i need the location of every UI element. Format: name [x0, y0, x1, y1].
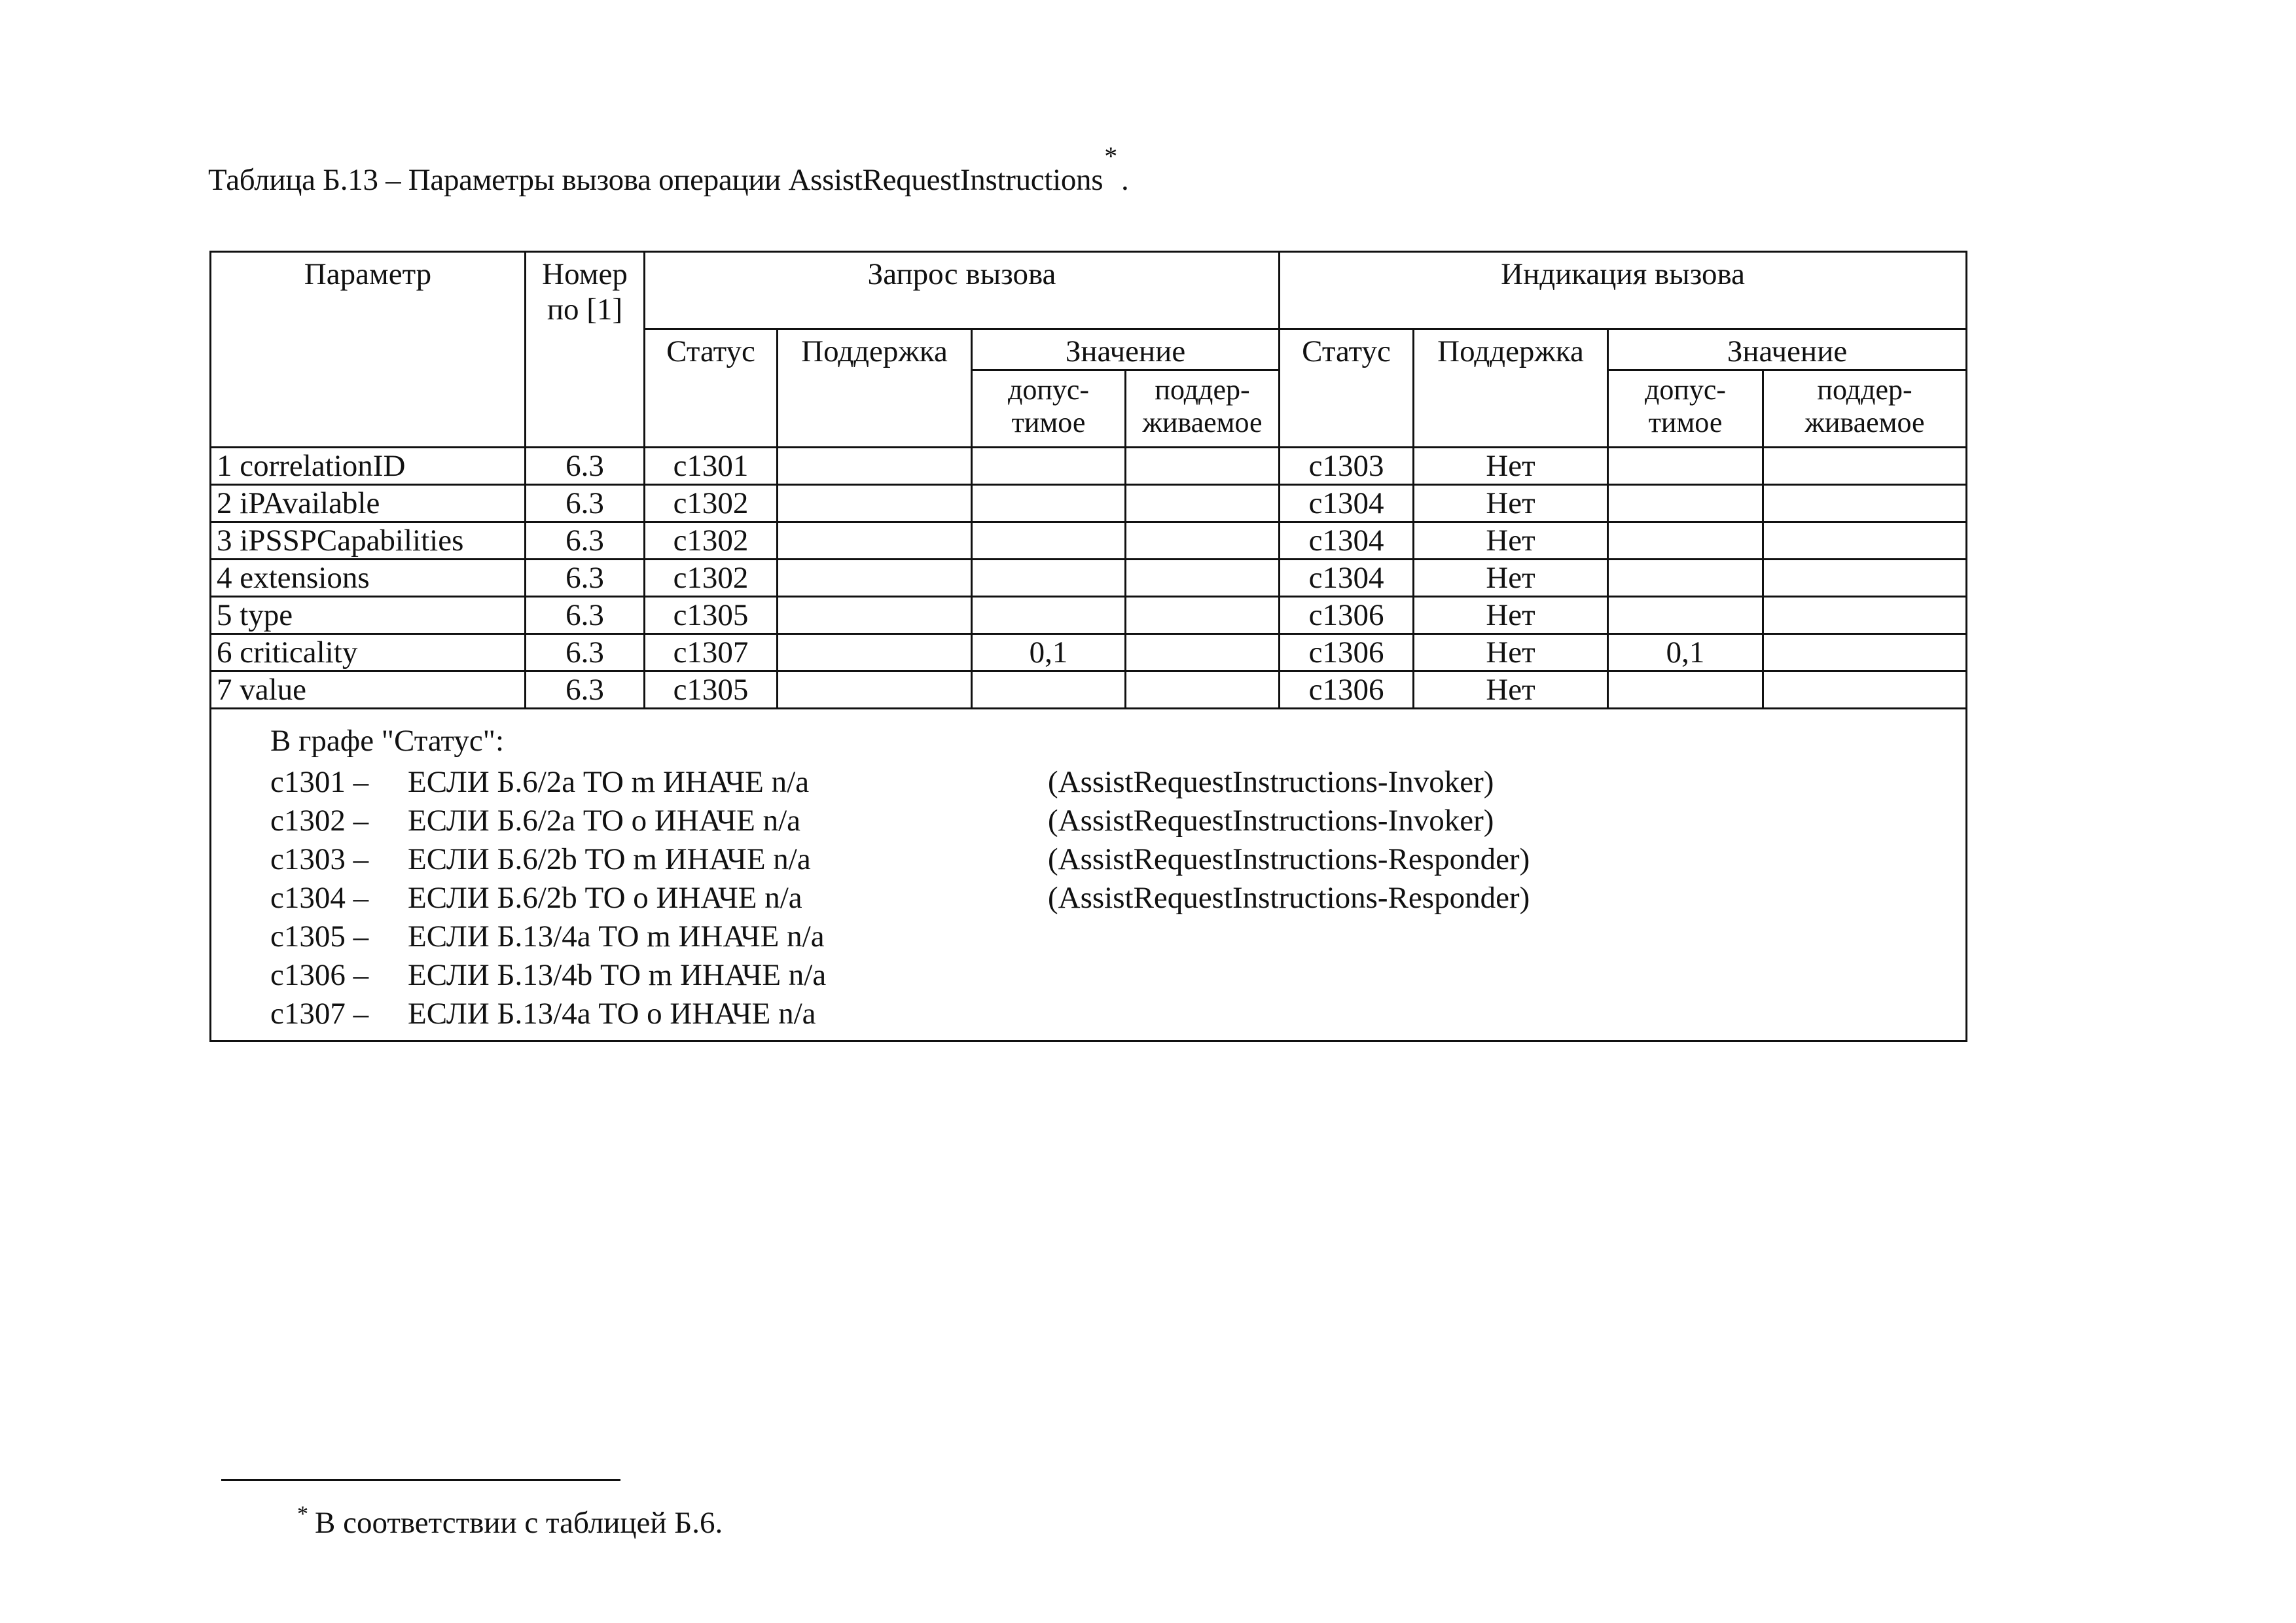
note-condition: ЕСЛИ Б.6/2b ТО o ИНАЧЕ n/a — [408, 881, 802, 915]
cell-req-allowed — [972, 560, 1126, 597]
note-item — [270, 879, 1965, 918]
cell-ind-supported — [1763, 560, 1967, 597]
header-indication-group: Индикация вызова — [1280, 252, 1967, 329]
cell-number: 6.3 — [526, 634, 645, 671]
cell-ind-allowed — [1608, 597, 1763, 634]
table-caption — [208, 141, 1129, 198]
cell-req-allowed: 0,1 — [972, 634, 1126, 671]
cell-ind-allowed — [1608, 448, 1763, 485]
cell-req-status: c1302 — [645, 485, 778, 522]
cell-req-supported — [1126, 448, 1280, 485]
cell-req-support — [778, 448, 972, 485]
cell-req-supported — [1126, 522, 1280, 560]
cell-req-supported — [1126, 560, 1280, 597]
table-row — [211, 485, 1967, 522]
note-code: c1303 – — [270, 842, 369, 876]
cell-req-status: c1305 — [645, 597, 778, 634]
cell-ind-supported — [1763, 448, 1967, 485]
cell-ind-status: c1303 — [1280, 448, 1414, 485]
footnote — [297, 1502, 723, 1541]
notes-row — [211, 709, 1967, 1041]
header-ind-support: Поддержка — [1414, 329, 1608, 448]
cell-param: 6 criticality — [211, 634, 526, 671]
table-row — [211, 634, 1967, 671]
note-condition: ЕСЛИ Б.6/2b ТО m ИНАЧЕ n/a — [408, 842, 811, 876]
cell-req-support — [778, 560, 972, 597]
cell-req-status: c1305 — [645, 671, 778, 709]
cell-number: 6.3 — [526, 485, 645, 522]
cell-number: 6.3 — [526, 448, 645, 485]
note-code: c1301 – — [270, 765, 369, 799]
footnote-mark: * — [297, 1502, 308, 1526]
header-req-status: Статус — [645, 329, 778, 448]
header-ind-allowed: допус- тимое — [1608, 370, 1763, 448]
cell-ind-supported — [1763, 634, 1967, 671]
note-item — [270, 802, 1965, 840]
cell-ind-allowed — [1608, 485, 1763, 522]
header-ind-supported: поддер- живаемое — [1763, 370, 1967, 448]
cell-ind-support: Нет — [1414, 448, 1608, 485]
note-code: c1306 – — [270, 958, 369, 992]
cell-req-support — [778, 597, 972, 634]
cell-ind-supported — [1763, 485, 1967, 522]
cell-req-support — [778, 671, 972, 709]
note-code: c1302 – — [270, 804, 369, 838]
table-row — [211, 671, 1967, 709]
header-ind-value: Значение — [1608, 329, 1967, 370]
cell-req-allowed — [972, 448, 1126, 485]
cell-number: 6.3 — [526, 671, 645, 709]
cell-param: 7 value — [211, 671, 526, 709]
note-condition: ЕСЛИ Б.6/2a ТО o ИНАЧЕ n/a — [408, 804, 801, 838]
notes-heading: В графе "Статус": — [270, 724, 504, 758]
cell-param: 2 iPAvailable — [211, 485, 526, 522]
footnote-text: В соответствии с таблицей Б.6. — [315, 1506, 723, 1540]
cell-ind-allowed — [1608, 522, 1763, 560]
cell-req-status: c1301 — [645, 448, 778, 485]
cell-req-status: c1307 — [645, 634, 778, 671]
cell-ind-supported — [1763, 522, 1967, 560]
cell-number: 6.3 — [526, 560, 645, 597]
header-req-value: Значение — [972, 329, 1280, 370]
note-condition: ЕСЛИ Б.13/4a ТО m ИНАЧЕ n/a — [408, 919, 825, 954]
table-row — [211, 448, 1967, 485]
cell-param: 5 type — [211, 597, 526, 634]
cell-ind-support: Нет — [1414, 597, 1608, 634]
header-request-group: Запрос вызова — [645, 252, 1280, 329]
table-row — [211, 560, 1967, 597]
cell-ind-status: c1304 — [1280, 522, 1414, 560]
note-code: c1305 – — [270, 919, 369, 954]
header-row-1 — [211, 252, 1967, 329]
table-row — [211, 597, 1967, 634]
cell-param: 4 extensions — [211, 560, 526, 597]
cell-req-allowed — [972, 522, 1126, 560]
note-role: (AssistRequestInstructions-Invoker) — [1048, 804, 1494, 838]
note-item — [270, 956, 1965, 995]
cell-ind-status: c1304 — [1280, 560, 1414, 597]
cell-req-support — [778, 485, 972, 522]
cell-number: 6.3 — [526, 597, 645, 634]
cell-ind-status: c1306 — [1280, 597, 1414, 634]
cell-req-support — [778, 634, 972, 671]
cell-ind-support: Нет — [1414, 634, 1608, 671]
cell-ind-support: Нет — [1414, 560, 1608, 597]
status-notes — [211, 709, 1967, 1041]
note-role: (AssistRequestInstructions-Invoker) — [1048, 765, 1494, 799]
cell-ind-status: c1306 — [1280, 634, 1414, 671]
note-item — [270, 995, 1965, 1033]
cell-ind-allowed: 0,1 — [1608, 634, 1763, 671]
cell-ind-supported — [1763, 597, 1967, 634]
cell-req-supported — [1126, 634, 1280, 671]
note-code: c1307 – — [270, 997, 369, 1031]
note-code: c1304 – — [270, 881, 369, 915]
caption-footnote-mark: * — [1104, 141, 1117, 171]
header-number: Номер по [1] — [526, 252, 645, 448]
cell-req-status: c1302 — [645, 560, 778, 597]
cell-param: 1 correlationID — [211, 448, 526, 485]
cell-ind-status: c1304 — [1280, 485, 1414, 522]
note-condition: ЕСЛИ Б.6/2a ТО m ИНАЧЕ n/a — [408, 765, 810, 799]
cell-req-allowed — [972, 671, 1126, 709]
note-role: (AssistRequestInstructions-Responder) — [1048, 881, 1530, 915]
cell-param: 3 iPSSPCapabilities — [211, 522, 526, 560]
note-item — [270, 763, 1965, 802]
cell-req-supported — [1126, 485, 1280, 522]
cell-ind-status: c1306 — [1280, 671, 1414, 709]
header-req-allowed: допус- тимое — [972, 370, 1126, 448]
header-req-supported: поддер- живаемое — [1126, 370, 1280, 448]
cell-ind-allowed — [1608, 560, 1763, 597]
table-row — [211, 522, 1967, 560]
cell-req-status: c1302 — [645, 522, 778, 560]
caption-text: Таблица Б.13 – Параметры вызова операции AssistRequestInstructions — [208, 163, 1103, 197]
cell-ind-support: Нет — [1414, 522, 1608, 560]
note-condition: ЕСЛИ Б.13/4b ТО m ИНАЧЕ n/a — [408, 958, 827, 992]
cell-req-allowed — [972, 485, 1126, 522]
note-role: (AssistRequestInstructions-Responder) — [1048, 842, 1530, 876]
caption-end: . — [1121, 163, 1129, 197]
cell-ind-allowed — [1608, 671, 1763, 709]
header-param: Параметр — [211, 252, 526, 448]
cell-req-allowed — [972, 597, 1126, 634]
cell-ind-supported — [1763, 671, 1967, 709]
note-item — [270, 918, 1965, 956]
cell-ind-support: Нет — [1414, 485, 1608, 522]
cell-req-supported — [1126, 671, 1280, 709]
footnote-separator — [221, 1479, 620, 1481]
cell-number: 6.3 — [526, 522, 645, 560]
note-condition: ЕСЛИ Б.13/4a ТО o ИНАЧЕ n/a — [408, 997, 816, 1031]
header-ind-status: Статус — [1280, 329, 1414, 448]
cell-req-supported — [1126, 597, 1280, 634]
parameters-table — [209, 251, 1967, 1042]
header-req-support: Поддержка — [778, 329, 972, 448]
cell-ind-support: Нет — [1414, 671, 1608, 709]
note-item — [270, 840, 1965, 879]
cell-req-support — [778, 522, 972, 560]
